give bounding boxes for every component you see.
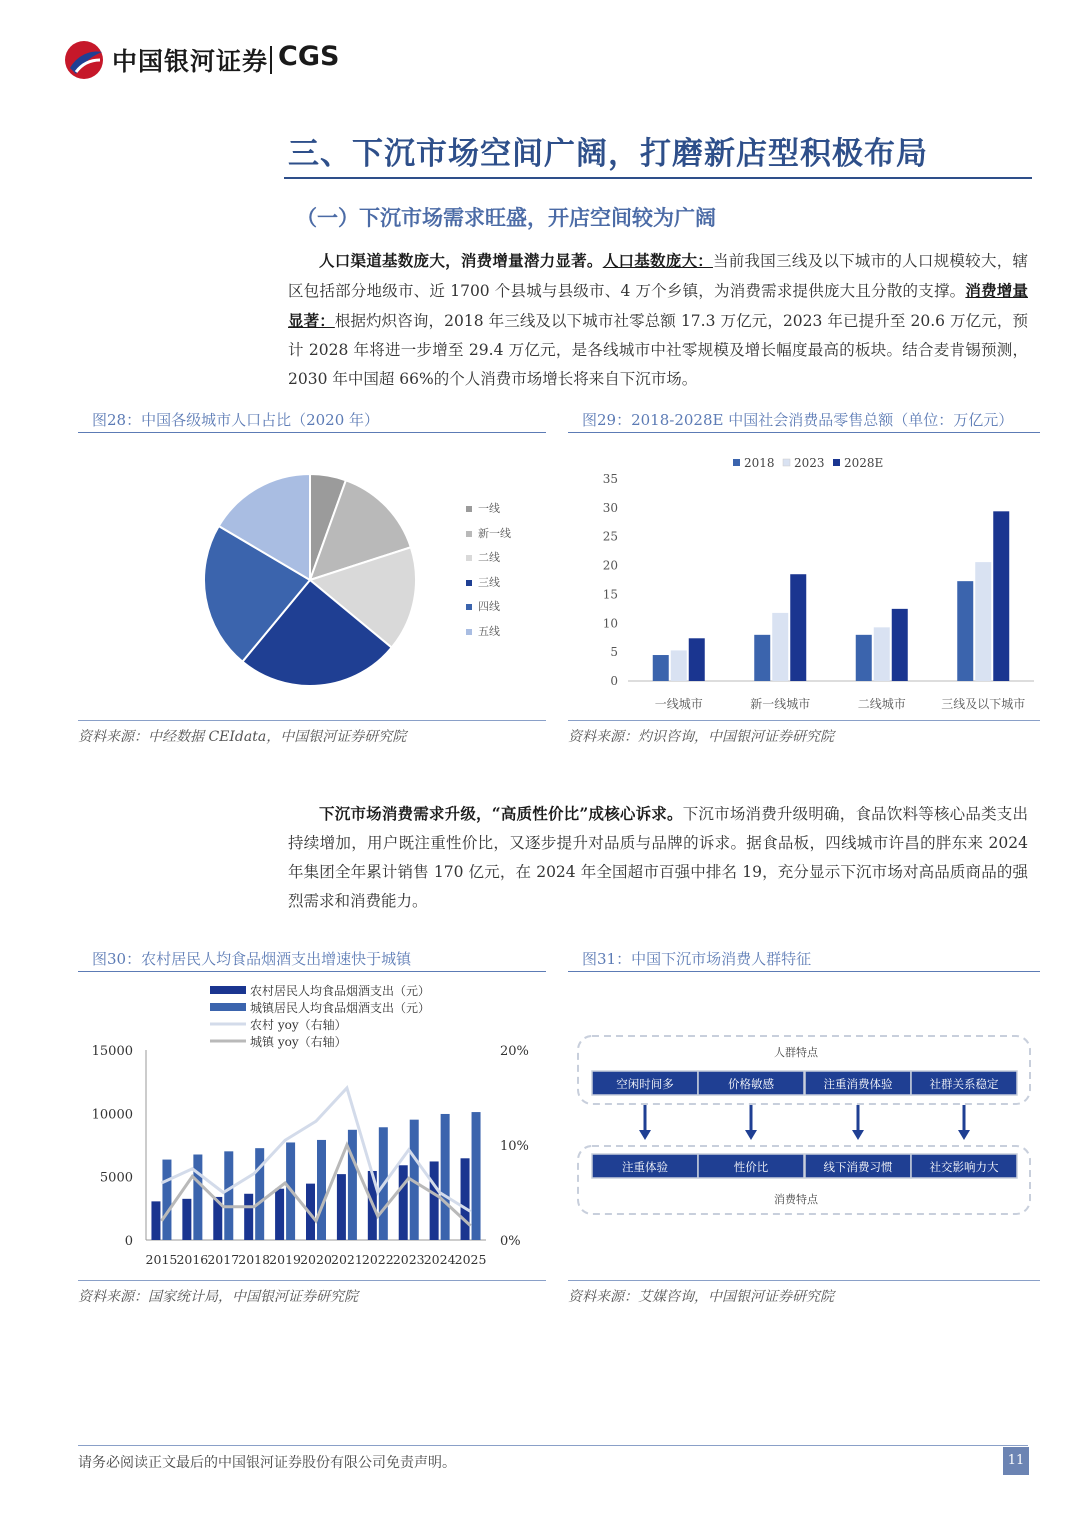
para2-text: 下沉市场消费升级明确，食品饮料等核心品类支出持续增加，用户既注重性价比，又逐步提升对品质与品牌的诉求。据食品板，四线城市许昌的胖东来 2024 年集团全年累计销售 170 亿元，在 2024 年全国超市百强中排名 19，充分显示下沉市场对高品质商品的强烈需求和消费能力。: [288, 805, 1028, 910]
legend-swatch: [466, 531, 472, 537]
logo-separator: [270, 46, 272, 74]
y2-tick-label: 20%: [500, 1044, 529, 1059]
trait-label: 社群关系稳定: [929, 1077, 999, 1091]
legend-label: 五线: [478, 624, 500, 638]
pie-legend-item: [466, 525, 511, 550]
bar-2018: [653, 655, 669, 681]
y-tick-label: 15: [602, 587, 618, 602]
legend-swatch: [466, 629, 472, 635]
fig28-source: 资料来源：中经数据 CEIdata，中国银河证券研究院: [78, 729, 407, 745]
y-tick-label: 15000: [91, 1044, 133, 1059]
fig28-pie-chart: [190, 460, 430, 700]
legend-label: 三线: [478, 575, 500, 589]
bar-2018: [754, 635, 770, 681]
y-tick-label: 25: [602, 529, 618, 544]
fig31-diagram: [568, 1028, 1040, 1223]
consumption-label: 注重体验: [622, 1160, 668, 1174]
y-tick-label: 5: [610, 645, 618, 660]
x-tick-label: 2021: [331, 1252, 363, 1267]
bar-2028E: [993, 511, 1009, 681]
legend-swatch: [466, 555, 472, 561]
fig28-source-rule: [78, 720, 546, 721]
consumption-label: 线下消费习惯: [823, 1160, 893, 1174]
y-tick-label: 0: [610, 674, 618, 688]
page-number: 11: [1003, 1447, 1029, 1475]
fig30-source: 资料来源：国家统计局，中国银河证券研究院: [78, 1289, 358, 1305]
bar-rural: [182, 1199, 191, 1240]
top-group-label: 人群特点: [774, 1046, 818, 1059]
x-tick-label: 2022: [361, 1252, 394, 1267]
bar-2023: [874, 627, 890, 681]
fig29-bar-chart: [568, 448, 1040, 718]
legend-label: 二线: [478, 551, 500, 564]
y2-tick-label: 0%: [500, 1234, 521, 1249]
bar-urban: [348, 1130, 357, 1240]
bar-2023: [772, 613, 788, 681]
y-tick-label: 0: [124, 1234, 133, 1249]
legend-swatch: [466, 604, 472, 610]
bar-rural: [430, 1161, 439, 1240]
arrow-down-icon: [958, 1130, 970, 1140]
para1-text1: 当前我国三线及以下城市的人口规模较大，辖区包括部分地级市、近 1700 个县城与县级市、4 万个乡镇，为消费需求提供庞大且分散的支撑。: [288, 252, 1028, 300]
fig29-caption-rule: [568, 432, 1040, 433]
x-tick-label: 2024: [423, 1252, 456, 1267]
fig31-source-rule: [568, 1280, 1040, 1281]
legend-swatch: [833, 459, 840, 466]
fig28-caption-rule: [78, 432, 546, 433]
pie-legend-item: [466, 549, 511, 574]
legend-label: 四线: [478, 600, 500, 613]
para1-key1: 人口基数庞大：: [602, 251, 714, 270]
legend-label: 农村 yoy（右轴）: [250, 1018, 347, 1032]
para1-lead: 人口渠道基数庞大，消费增量潜力显著。: [319, 251, 603, 270]
arrow-down-icon: [852, 1130, 864, 1140]
para1-text2: 根据灼炽咨询，2018 年三线及以下城市社零总额 17.3 万亿元，2023 年已提升至 20.6 万亿元，预计 2028 年将进一步增至 29.4 万亿元，是各线城市中社零规模及增长幅度最高的板块。结合麦肯锡预测，2030 年中国超 66%的个人消费市场增长将来自下沉市场。: [288, 312, 1028, 388]
pie-legend-item: [466, 623, 511, 648]
y-tick-label: 20: [602, 558, 618, 573]
pie-legend-item: [466, 598, 511, 623]
bar-urban: [193, 1155, 202, 1241]
pie-legend-item: [466, 500, 511, 525]
pie-legend-item: [466, 574, 511, 599]
arrow-down-icon: [639, 1130, 651, 1140]
footer-rule: [78, 1445, 1028, 1446]
bar-2028E: [892, 609, 908, 681]
bar-2018: [856, 635, 872, 681]
x-tick-label: 二线城市: [857, 697, 906, 711]
x-tick-label: 2015: [145, 1252, 178, 1267]
fig29-source-rule: [568, 720, 1040, 721]
fig28-caption: 图28：中国各级城市人口占比（2020 年）: [92, 411, 380, 429]
bar-urban: [317, 1140, 326, 1240]
bar-urban: [255, 1148, 264, 1240]
fig30-caption: 图30：农村居民人均食品烟酒支出增速快于城镇: [92, 950, 412, 968]
x-tick-label: 新一线城市: [750, 697, 811, 711]
x-tick-label: 2018: [238, 1252, 271, 1267]
para1-key2: 消费增量显著：: [288, 281, 1028, 330]
footer-disclaimer: 请务必阅读正文最后的中国银河证券股份有限公司免责声明。: [78, 1455, 456, 1471]
x-tick-label: 2023: [392, 1252, 425, 1267]
fig30-combo-chart: [78, 978, 546, 1276]
y-tick-label: 35: [602, 472, 618, 486]
x-tick-label: 2025: [454, 1252, 487, 1267]
legend-swatch: [466, 506, 472, 512]
fig31-source: 资料来源：艾媒咨询，中国银河证券研究院: [568, 1289, 834, 1305]
legend-label: 2028E: [844, 456, 884, 470]
bar-2018: [957, 581, 973, 681]
fig31-caption: 图31：中国下沉市场消费人群特征: [582, 950, 812, 968]
bar-urban: [472, 1112, 481, 1240]
section-title: 三、下沉市场空间广阔，打磨新店型积极布局: [288, 136, 928, 172]
bar-rural: [151, 1201, 160, 1240]
trait-label: 空闲时间多: [616, 1077, 674, 1091]
legend-label: 城镇居民人均食品烟酒支出（元）: [250, 1001, 431, 1015]
paragraph-1: [288, 246, 1028, 394]
bar-rural: [399, 1165, 408, 1240]
bar-urban: [441, 1114, 450, 1240]
x-tick-label: 2016: [176, 1252, 209, 1267]
trait-label: 注重消费体验: [823, 1077, 893, 1091]
bar-2028E: [689, 638, 705, 681]
trait-label: 价格敏感: [728, 1077, 774, 1091]
legend-label: 新一线: [478, 526, 511, 540]
bar-rural: [461, 1158, 470, 1240]
bar-rural: [275, 1189, 284, 1240]
y-tick-label: 10000: [91, 1107, 133, 1123]
y2-tick-label: 10%: [500, 1139, 529, 1154]
y-tick-label: 30: [602, 500, 618, 515]
subsection-title: （一）下沉市场需求旺盛，开店空间较为广阔: [296, 205, 716, 230]
bar-2023: [671, 650, 687, 681]
consumption-label: 性价比: [733, 1160, 769, 1174]
legend-swatch: [733, 459, 740, 466]
y-tick-label: 5000: [99, 1170, 133, 1186]
bar-urban: [162, 1160, 171, 1240]
legend-label: 城镇 yoy（右轴）: [250, 1035, 347, 1049]
bottom-group-label: 消费特点: [774, 1193, 818, 1206]
bar-urban: [224, 1151, 233, 1240]
logo-cn: 中国银河证券: [112, 47, 269, 76]
legend-label: 2023: [794, 456, 825, 470]
arrow-down-icon: [745, 1130, 757, 1140]
bar-rural: [244, 1194, 253, 1240]
fig30-source-rule: [78, 1280, 546, 1281]
legend-swatch: [210, 986, 246, 994]
bar-rural: [337, 1174, 346, 1240]
x-tick-label: 2017: [207, 1252, 240, 1267]
line-urban-yoy: [161, 1145, 470, 1226]
y-tick-label: 10: [602, 616, 618, 631]
section-title-rule: [284, 177, 1032, 179]
x-tick-label: 三线及以下城市: [941, 697, 1026, 711]
para2-lead: 下沉市场消费需求升级，“高质性价比”成核心诉求。: [319, 804, 683, 823]
paragraph-2: [288, 799, 1028, 916]
consumption-label: 社交影响力大: [929, 1160, 999, 1174]
fig29-caption: 图29：2018-2028E 中国社会消费品零售总额（单位：万亿元）: [582, 411, 1014, 429]
legend-swatch: [783, 459, 790, 466]
fig31-caption-rule: [568, 971, 1040, 972]
x-tick-label: 一线城市: [654, 697, 703, 711]
bar-2028E: [790, 574, 806, 681]
x-tick-label: 2020: [300, 1252, 332, 1267]
bar-2023: [975, 562, 991, 681]
legend-label: 2018: [744, 456, 775, 470]
legend-swatch: [466, 580, 472, 586]
cgs-logo-icon: [62, 40, 106, 80]
logo-en: CGS: [278, 41, 340, 72]
legend-label: 农村居民人均食品烟酒支出（元）: [250, 984, 431, 998]
x-tick-label: 2019: [269, 1252, 301, 1267]
legend-label: 一线: [478, 502, 500, 515]
fig30-caption-rule: [78, 971, 546, 972]
fig28-legend: [466, 500, 511, 647]
fig29-source: 资料来源：灼识咨询，中国银河证券研究院: [568, 729, 834, 745]
legend-swatch: [210, 1003, 246, 1011]
